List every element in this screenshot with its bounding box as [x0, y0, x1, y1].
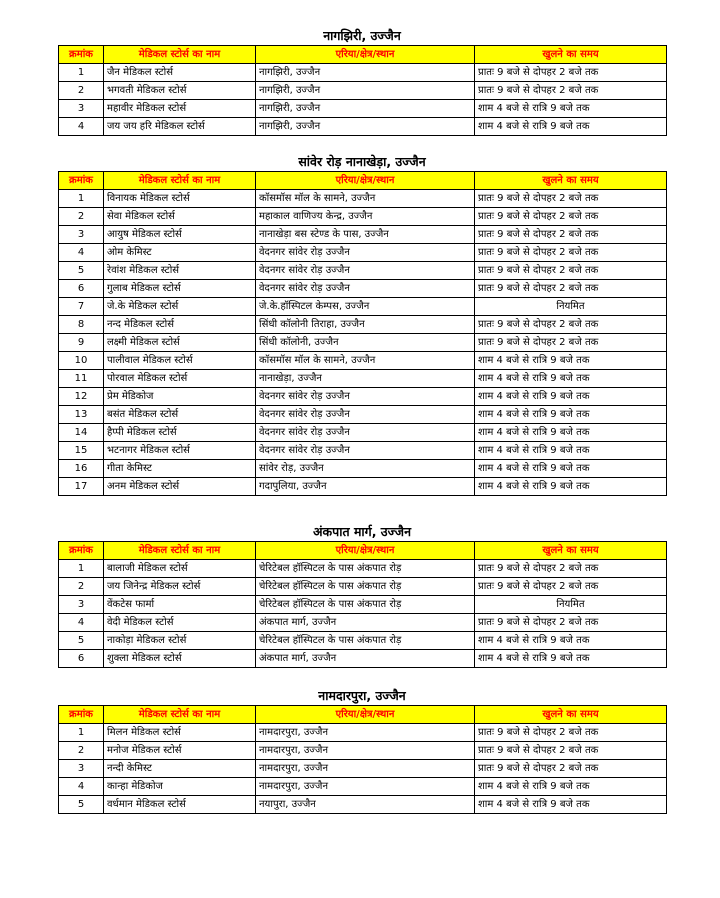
table-row: [59, 316, 667, 334]
table-row: [59, 244, 667, 262]
header-row: [59, 706, 667, 724]
store-name-cell: रेवांश मेडिकल स्टोर्स: [104, 262, 256, 280]
area-cell: चेरिटेबल हॉस्पिटल के पास अंकपात रोड़: [256, 632, 475, 650]
area-cell: चेरिटेबल हॉस्पिटल के पास अंकपात रोड़: [256, 596, 475, 614]
store-name-cell: शुक्ला मेडिकल स्टोर्स: [104, 650, 256, 668]
area-cell: सिंधी कॉलोनी, उज्जैन: [256, 334, 475, 352]
table-row: [59, 760, 667, 778]
serial-cell: 4: [59, 244, 104, 262]
store-name-cell: वेदी मेडिकल स्टोर्स: [104, 614, 256, 632]
table-row: [59, 100, 667, 118]
serial-cell: 11: [59, 370, 104, 388]
area-cell: सिंधी कॉलोनी तिराहा, उज्जैन: [256, 316, 475, 334]
area-cell: नामदारपुरा, उज्जैन: [256, 724, 475, 742]
serial-cell: 2: [59, 578, 104, 596]
time-cell: शाम 4 बजे से रात्रि 9 बजे तक: [475, 478, 667, 496]
area-cell: नयापुरा, उज्जैन: [256, 796, 475, 814]
store-name-cell: लक्ष्मी मेडिकल स्टोर्स: [104, 334, 256, 352]
serial-cell: 2: [59, 208, 104, 226]
area-cell: गदापुलिया, उज्जैन: [256, 478, 475, 496]
store-name-cell: विनायक मेडिकल स्टोर्स: [104, 190, 256, 208]
time-cell: नियमित: [475, 596, 667, 614]
time-cell: प्रातः 9 बजे से दोपहर 2 बजे तक: [475, 560, 667, 578]
store-name-cell: जे.के मेडिकल स्टोर्स: [104, 298, 256, 316]
time-cell: प्रातः 9 बजे से दोपहर 2 बजे तक: [475, 316, 667, 334]
header-time: खुलने का समय: [475, 46, 667, 64]
time-cell: शाम 4 बजे से रात्रि 9 बजे तक: [475, 388, 667, 406]
serial-cell: 17: [59, 478, 104, 496]
table-row: [59, 796, 667, 814]
time-cell: प्रातः 9 बजे से दोपहर 2 बजे तक: [475, 82, 667, 100]
time-cell: शाम 4 बजे से रात्रि 9 बजे तक: [475, 632, 667, 650]
time-cell: शाम 4 बजे से रात्रि 9 बजे तक: [475, 442, 667, 460]
header-name: मेडिकल स्टोर्स का नाम: [104, 46, 256, 64]
serial-cell: 5: [59, 262, 104, 280]
time-cell: प्रातः 9 बजे से दोपहर 2 बजे तक: [475, 190, 667, 208]
store-name-cell: बालाजी मेडिकल स्टोर्स: [104, 560, 256, 578]
serial-cell: 4: [59, 614, 104, 632]
serial-cell: 1: [59, 64, 104, 82]
time-cell: प्रातः 9 बजे से दोपहर 2 बजे तक: [475, 280, 667, 298]
header-time: खुलने का समय: [475, 706, 667, 724]
table-row: [59, 596, 667, 614]
header-area: एरिया/क्षेत्र/स्थान: [256, 706, 475, 724]
area-cell: नागझिरी, उज्जैन: [256, 100, 475, 118]
store-name-cell: भगवती मेडिकल स्टोर्स: [104, 82, 256, 100]
header-area: एरिया/क्षेत्र/स्थान: [256, 46, 475, 64]
header-name: मेडिकल स्टोर्स का नाम: [104, 542, 256, 560]
area-cell: नानाखेड़ा, उज्जैन: [256, 370, 475, 388]
table-row: [59, 460, 667, 478]
serial-cell: 1: [59, 190, 104, 208]
header-name: मेडिकल स्टोर्स का नाम: [104, 706, 256, 724]
serial-cell: 3: [59, 226, 104, 244]
store-name-cell: ओम केमिस्ट: [104, 244, 256, 262]
serial-cell: 6: [59, 650, 104, 668]
section-title: सांवेर रोड़ नानाखेड़ा, उज्जैन: [298, 154, 426, 169]
time-cell: प्रातः 9 बजे से दोपहर 2 बजे तक: [475, 742, 667, 760]
area-cell: नामदारपुरा, उज्जैन: [256, 742, 475, 760]
store-name-cell: नन्दी केमिस्ट: [104, 760, 256, 778]
time-cell: शाम 4 बजे से रात्रि 9 बजे तक: [475, 650, 667, 668]
time-cell: प्रातः 9 बजे से दोपहर 2 बजे तक: [475, 760, 667, 778]
store-name-cell: गीता केमिस्ट: [104, 460, 256, 478]
serial-cell: 6: [59, 280, 104, 298]
serial-cell: 4: [59, 778, 104, 796]
serial-cell: 5: [59, 796, 104, 814]
stores-table: [58, 541, 667, 668]
area-cell: वेदनगर सांवेर रोड़ उज्जैन: [256, 442, 475, 460]
serial-cell: 8: [59, 316, 104, 334]
area-cell: वेदनगर सांवेर रोड़ उज्जैन: [256, 406, 475, 424]
table-row: [59, 262, 667, 280]
time-cell: प्रातः 9 बजे से दोपहर 2 बजे तक: [475, 614, 667, 632]
serial-cell: 4: [59, 118, 104, 136]
time-cell: प्रातः 9 बजे से दोपहर 2 बजे तक: [475, 64, 667, 82]
table-row: [59, 478, 667, 496]
area-cell: चेरिटेबल हॉस्पिटल के पास अंकपात रोड़: [256, 578, 475, 596]
table-row: [59, 614, 667, 632]
header-name: मेडिकल स्टोर्स का नाम: [104, 172, 256, 190]
area-cell: वेदनगर सांवेर रोड़ उज्जैन: [256, 388, 475, 406]
area-cell: वेदनगर सांवेर रोड़ उज्जैन: [256, 262, 475, 280]
header-row: [59, 172, 667, 190]
store-name-cell: जय जय हरि मेडिकल स्टोर्स: [104, 118, 256, 136]
area-cell: महाकाल वाणिज्य केन्द्र, उज्जैन: [256, 208, 475, 226]
serial-cell: 10: [59, 352, 104, 370]
time-cell: शाम 4 बजे से रात्रि 9 बजे तक: [475, 460, 667, 478]
store-name-cell: हैप्पी मेडिकल स्टोर्स: [104, 424, 256, 442]
serial-cell: 12: [59, 388, 104, 406]
table-row: [59, 406, 667, 424]
area-cell: कॉसमॉस मॉल के सामने, उज्जैन: [256, 352, 475, 370]
store-name-cell: मनोज मेडिकल स्टोर्स: [104, 742, 256, 760]
time-cell: शाम 4 बजे से रात्रि 9 बजे तक: [475, 370, 667, 388]
store-name-cell: सेवा मेडिकल स्टोर्स: [104, 208, 256, 226]
table-row: [59, 442, 667, 460]
table-row: [59, 298, 667, 316]
area-cell: अंकपात मार्ग, उज्जैन: [256, 650, 475, 668]
area-cell: कॉसमॉस मॉल के सामने, उज्जैन: [256, 190, 475, 208]
serial-cell: 3: [59, 760, 104, 778]
header-area: एरिया/क्षेत्र/स्थान: [256, 172, 475, 190]
area-cell: सांवेर रोड़, उज्जैन: [256, 460, 475, 478]
table-row: [59, 334, 667, 352]
table-row: [59, 226, 667, 244]
table-row: [59, 632, 667, 650]
section-sanwer-road: [58, 154, 666, 496]
store-name-cell: अनम मेडिकल स्टोर्स: [104, 478, 256, 496]
table-row: [59, 578, 667, 596]
table-row: [59, 742, 667, 760]
time-cell: प्रातः 9 बजे से दोपहर 2 बजे तक: [475, 334, 667, 352]
time-cell: शाम 4 बजे से रात्रि 9 बजे तक: [475, 118, 667, 136]
area-cell: अंकपात मार्ग, उज्जैन: [256, 614, 475, 632]
time-cell: प्रातः 9 बजे से दोपहर 2 बजे तक: [475, 262, 667, 280]
section-title: अंकपात मार्ग, उज्जैन: [312, 524, 412, 539]
area-cell: जे.के.हॉस्पिटल केम्पस, उज्जैन: [256, 298, 475, 316]
header-time: खुलने का समय: [475, 172, 667, 190]
time-cell: शाम 4 बजे से रात्रि 9 बजे तक: [475, 352, 667, 370]
serial-cell: 13: [59, 406, 104, 424]
store-name-cell: भटनागर मेडिकल स्टोर्स: [104, 442, 256, 460]
table-row: [59, 208, 667, 226]
time-cell: प्रातः 9 बजे से दोपहर 2 बजे तक: [475, 226, 667, 244]
area-cell: नानाखेड़ा बस स्टेण्ड के पास, उज्जैन: [256, 226, 475, 244]
serial-cell: 16: [59, 460, 104, 478]
area-cell: नामदारपुरा, उज्जैन: [256, 778, 475, 796]
section-nagjhiri: [58, 28, 666, 136]
table-row: [59, 724, 667, 742]
store-name-cell: जैन मेडिकल स्टोर्स: [104, 64, 256, 82]
table-row: [59, 82, 667, 100]
header-serial: क्रमांक: [59, 542, 104, 560]
header-row: [59, 542, 667, 560]
area-cell: वेदनगर सांवेर रोड़ उज्जैन: [256, 280, 475, 298]
table-row: [59, 778, 667, 796]
store-name-cell: नन्द मेडिकल स्टोर्स: [104, 316, 256, 334]
stores-table: [58, 705, 667, 814]
time-cell: नियमित: [475, 298, 667, 316]
section-ankpat-marg: [58, 524, 666, 668]
store-name-cell: महावीर मेडिकल स्टोर्स: [104, 100, 256, 118]
table-row: [59, 352, 667, 370]
table-row: [59, 650, 667, 668]
header-serial: क्रमांक: [59, 706, 104, 724]
serial-cell: 3: [59, 596, 104, 614]
table-row: [59, 560, 667, 578]
table-row: [59, 370, 667, 388]
area-cell: वेदनगर सांवेर रोड़ उज्जैन: [256, 244, 475, 262]
table-row: [59, 280, 667, 298]
store-name-cell: गुलाब मेडिकल स्टोर्स: [104, 280, 256, 298]
stores-table: [58, 45, 667, 136]
serial-cell: 14: [59, 424, 104, 442]
table-row: [59, 190, 667, 208]
area-cell: चेरिटेबल हॉस्पिटल के पास अंकपात रोड़: [256, 560, 475, 578]
section-title: नागझिरी, उज्जैन: [323, 28, 401, 43]
header-serial: क्रमांक: [59, 172, 104, 190]
time-cell: शाम 4 बजे से रात्रि 9 बजे तक: [475, 424, 667, 442]
area-cell: नागझिरी, उज्जैन: [256, 82, 475, 100]
store-name-cell: पालीवाल मेडिकल स्टोर्स: [104, 352, 256, 370]
serial-cell: 15: [59, 442, 104, 460]
time-cell: शाम 4 बजे से रात्रि 9 बजे तक: [475, 778, 667, 796]
time-cell: प्रातः 9 बजे से दोपहर 2 बजे तक: [475, 724, 667, 742]
serial-cell: 1: [59, 560, 104, 578]
serial-cell: 2: [59, 82, 104, 100]
serial-cell: 3: [59, 100, 104, 118]
store-name-cell: जय जिनेन्द्र मेडिकल स्टोर्स: [104, 578, 256, 596]
serial-cell: 9: [59, 334, 104, 352]
store-name-cell: कान्हा मेडिकोज: [104, 778, 256, 796]
store-name-cell: आयुष मेडिकल स्टोर्स: [104, 226, 256, 244]
section-namdarpura: [58, 688, 666, 814]
serial-cell: 5: [59, 632, 104, 650]
section-title: नामदारपुरा, उज्जैन: [318, 688, 406, 703]
serial-cell: 7: [59, 298, 104, 316]
serial-cell: 1: [59, 724, 104, 742]
store-name-cell: मिलन मेडिकल स्टोर्स: [104, 724, 256, 742]
store-name-cell: बसंत मेडिकल स्टोर्स: [104, 406, 256, 424]
area-cell: नागझिरी, उज्जैन: [256, 118, 475, 136]
store-name-cell: पोरवाल मेडिकल स्टोर्स: [104, 370, 256, 388]
store-name-cell: नाकोड़ा मेडिकल स्टोर्स: [104, 632, 256, 650]
header-area: एरिया/क्षेत्र/स्थान: [256, 542, 475, 560]
area-cell: नागझिरी, उज्जैन: [256, 64, 475, 82]
serial-cell: 2: [59, 742, 104, 760]
table-row: [59, 64, 667, 82]
header-serial: क्रमांक: [59, 46, 104, 64]
header-time: खुलने का समय: [475, 542, 667, 560]
time-cell: प्रातः 9 बजे से दोपहर 2 बजे तक: [475, 244, 667, 262]
table-row: [59, 118, 667, 136]
time-cell: प्रातः 9 बजे से दोपहर 2 बजे तक: [475, 208, 667, 226]
stores-table: [58, 171, 667, 496]
store-name-cell: प्रेम मेडिकोज: [104, 388, 256, 406]
time-cell: शाम 4 बजे से रात्रि 9 बजे तक: [475, 100, 667, 118]
area-cell: नामदारपुरा, उज्जैन: [256, 760, 475, 778]
area-cell: वेदनगर सांवेर रोड़ उज्जैन: [256, 424, 475, 442]
store-name-cell: वेंकटेस फार्मा: [104, 596, 256, 614]
time-cell: प्रातः 9 बजे से दोपहर 2 बजे तक: [475, 578, 667, 596]
store-name-cell: वर्धमान मेडिकल स्टोर्स: [104, 796, 256, 814]
time-cell: शाम 4 बजे से रात्रि 9 बजे तक: [475, 406, 667, 424]
table-row: [59, 388, 667, 406]
table-row: [59, 424, 667, 442]
header-row: [59, 46, 667, 64]
time-cell: शाम 4 बजे से रात्रि 9 बजे तक: [475, 796, 667, 814]
